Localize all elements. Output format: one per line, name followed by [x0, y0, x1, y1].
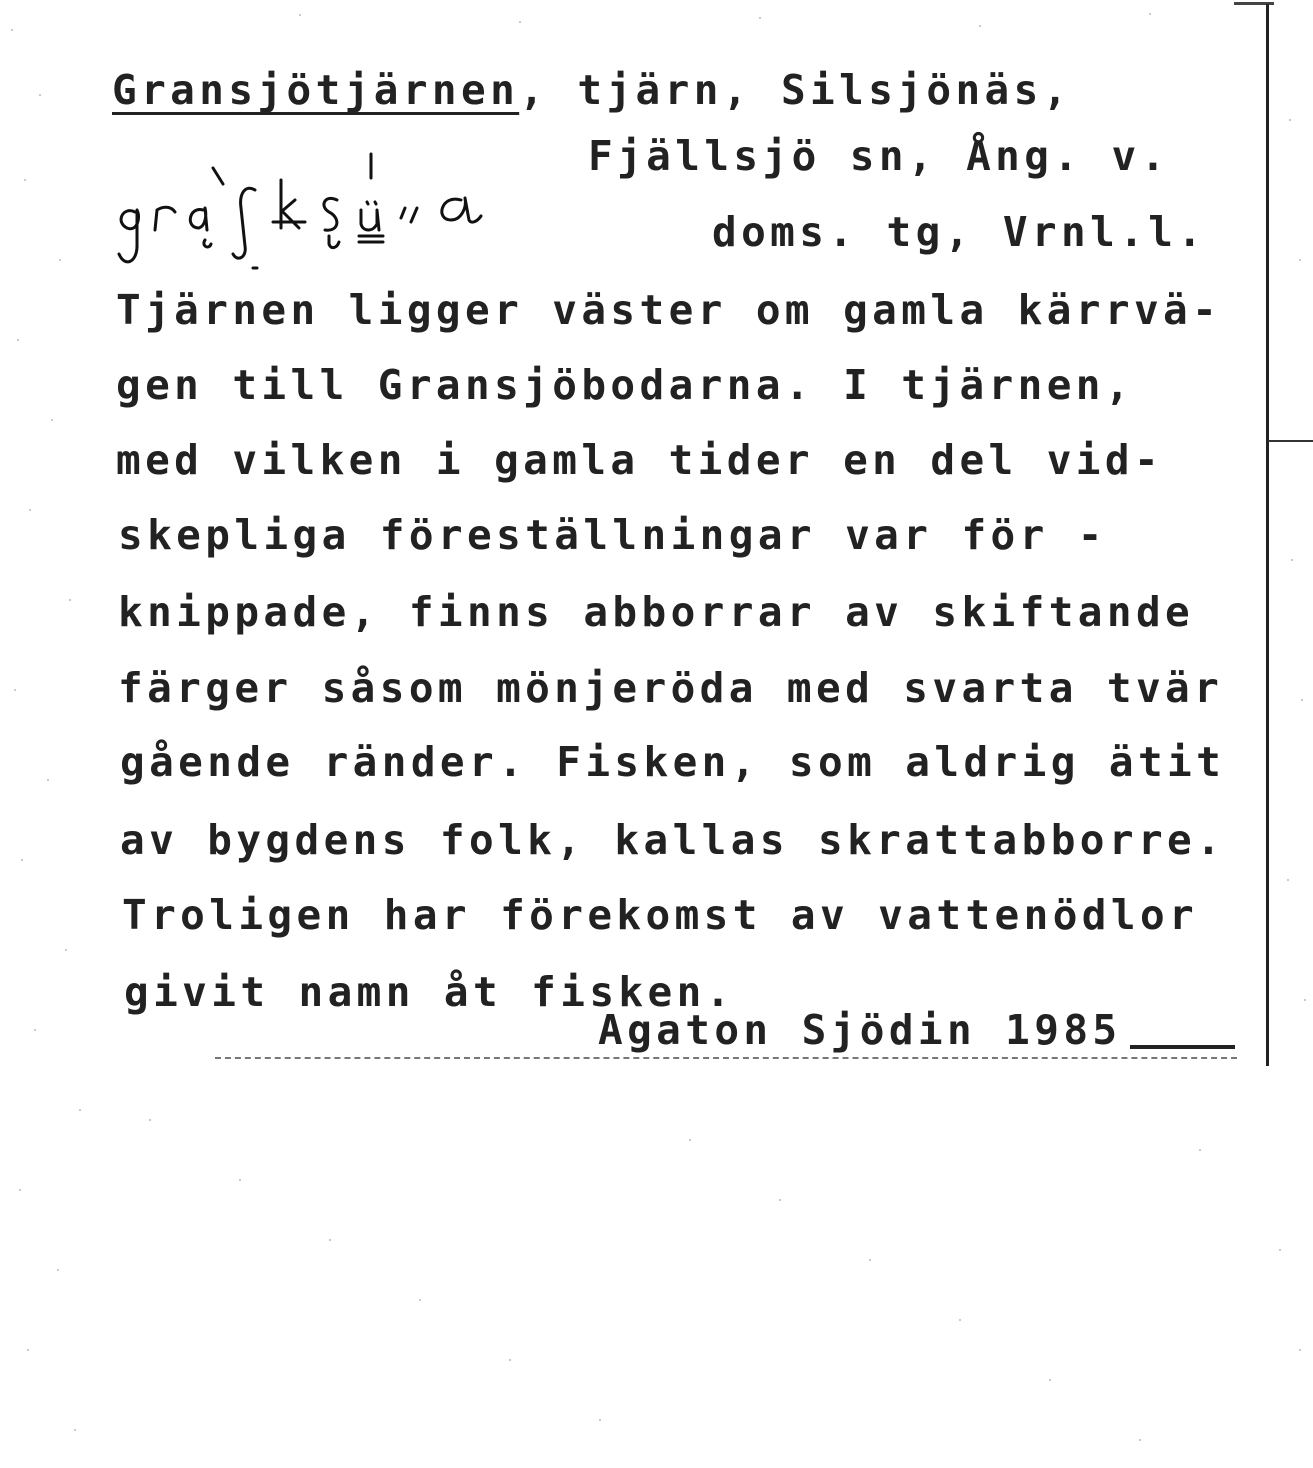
district-line: doms. tg, Vrnl.l.	[712, 208, 1207, 256]
card-right-edge	[1266, 4, 1269, 1066]
card-bottom-edge	[215, 1057, 1237, 1059]
body-line: färger såsom mönjeröda med svarta tvär	[118, 664, 1224, 712]
location-line: Fjällsjö sn, Ång. v.	[588, 132, 1170, 180]
handwritten-pronunciation	[105, 150, 525, 284]
body-line: gående ränder. Fisken, som aldrig ätit	[120, 738, 1226, 786]
edge-tick-mark	[1268, 440, 1313, 442]
body-line: Tjärnen ligger väster om gamla kärrvä-	[116, 286, 1222, 334]
signature: Agaton Sjödin 1985	[598, 1006, 1122, 1054]
body-line: av bygdens folk, kallas skrattabborre.	[120, 816, 1226, 864]
heading-line	[112, 66, 1072, 114]
body-line: skepliga föreställningar var för -	[118, 511, 1107, 559]
body-line: knippade, finns abborrar av skiftande	[118, 588, 1195, 636]
headword: Gransjötjärnen	[112, 66, 520, 114]
body-line: med vilken i gamla tider en del vid-	[116, 436, 1164, 484]
body-line: gen till Gransjöbodarna. I tjärnen,	[116, 361, 1134, 409]
heading-rest: , tjärn, Silsjönäs,	[519, 66, 1072, 114]
body-line: Troligen har förekomst av vattenödlor	[122, 891, 1199, 939]
signature-line	[1130, 1045, 1235, 1049]
body-line: givit namn åt fisken.	[124, 968, 735, 1016]
